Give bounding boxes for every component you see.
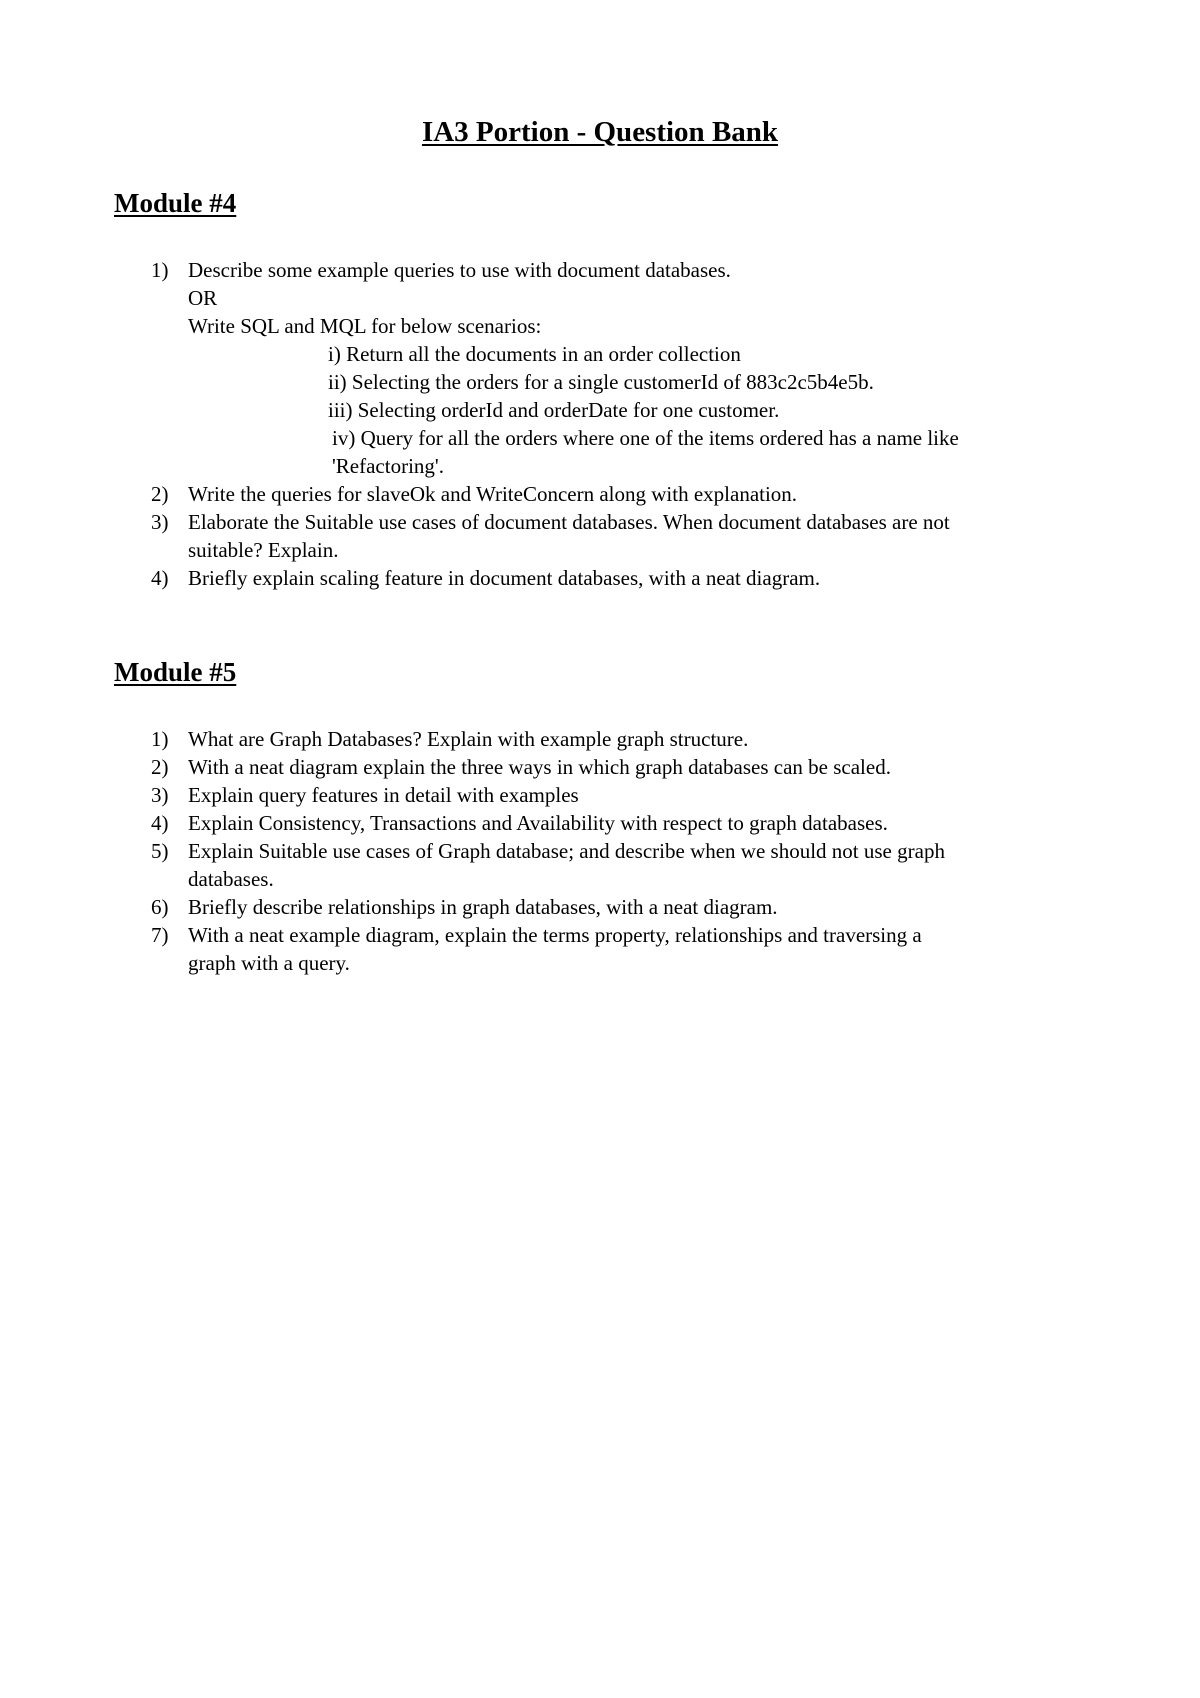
question-text: Write SQL and MQL for below scenarios:: [188, 314, 542, 338]
question-number: 3): [151, 510, 169, 534]
question-text: With a neat example diagram, explain the terms property, relationships and traversing a: [188, 923, 922, 947]
question-number: 2): [151, 482, 169, 506]
question-number: 2): [151, 755, 169, 779]
question-text: Explain Suitable use cases of Graph database; and describe when we should not use graph: [188, 839, 945, 863]
module-5-question-4: [0, 809, 1200, 837]
sub-question: i) Return all the documents in an order collection: [328, 342, 741, 366]
module-5-question-1: [0, 725, 1200, 753]
question-text: suitable? Explain.: [188, 538, 339, 562]
question-text: What are Graph Databases? Explain with example graph structure.: [188, 727, 749, 751]
module-4-question-list: [0, 256, 1200, 592]
question-number: 1): [151, 727, 169, 751]
sub-question: iii) Selecting orderId and orderDate for one customer.: [328, 398, 780, 422]
question-text: databases.: [188, 867, 274, 891]
question-number: 3): [151, 783, 169, 807]
sub-question: ii) Selecting the orders for a single customerId of 883c2c5b4e5b.: [328, 370, 874, 394]
sub-question: 'Refactoring'.: [332, 454, 444, 478]
module-5-question-6: [0, 893, 1200, 921]
question-text: OR: [188, 286, 218, 310]
question-number: 4): [151, 566, 169, 590]
module-5-question-3: [0, 781, 1200, 809]
question-number: 1): [151, 258, 169, 282]
question-number: 7): [151, 923, 169, 947]
question-text: Describe some example queries to use with document databases.: [188, 258, 731, 282]
module-5-question-list: [0, 725, 1200, 977]
question-number: 4): [151, 811, 169, 835]
module-4-question-3: [0, 508, 1200, 564]
module-4-question-1: [0, 256, 1200, 480]
module-5-question-7: [0, 921, 1200, 977]
question-number: 6): [151, 895, 169, 919]
question-text: graph with a query.: [188, 951, 350, 975]
question-text: With a neat diagram explain the three ways in which graph databases can be scaled.: [188, 755, 891, 779]
module-5-heading: Module #5: [114, 657, 237, 687]
question-text: Briefly describe relationships in graph databases, with a neat diagram.: [188, 895, 778, 919]
module-4-question-4: [0, 564, 1200, 592]
module-5-question-5: [0, 837, 1200, 893]
question-text: Elaborate the Suitable use cases of document databases. When document databases are not: [188, 510, 950, 534]
question-text: Explain Consistency, Transactions and Availability with respect to graph databases.: [188, 811, 888, 835]
module-4-question-2: [0, 480, 1200, 508]
question-text: Explain query features in detail with examples: [188, 783, 579, 807]
document-title: IA3 Portion - Question Bank: [421, 116, 779, 148]
module-4-heading: Module #4: [114, 188, 237, 218]
question-number: 5): [151, 839, 169, 863]
sub-question: iv) Query for all the orders where one of the items ordered has a name like: [332, 426, 959, 450]
question-text: Write the queries for slaveOk and WriteConcern along with explanation.: [188, 482, 798, 506]
module-5-question-2: [0, 753, 1200, 781]
question-text: Briefly explain scaling feature in document databases, with a neat diagram.: [188, 566, 821, 590]
